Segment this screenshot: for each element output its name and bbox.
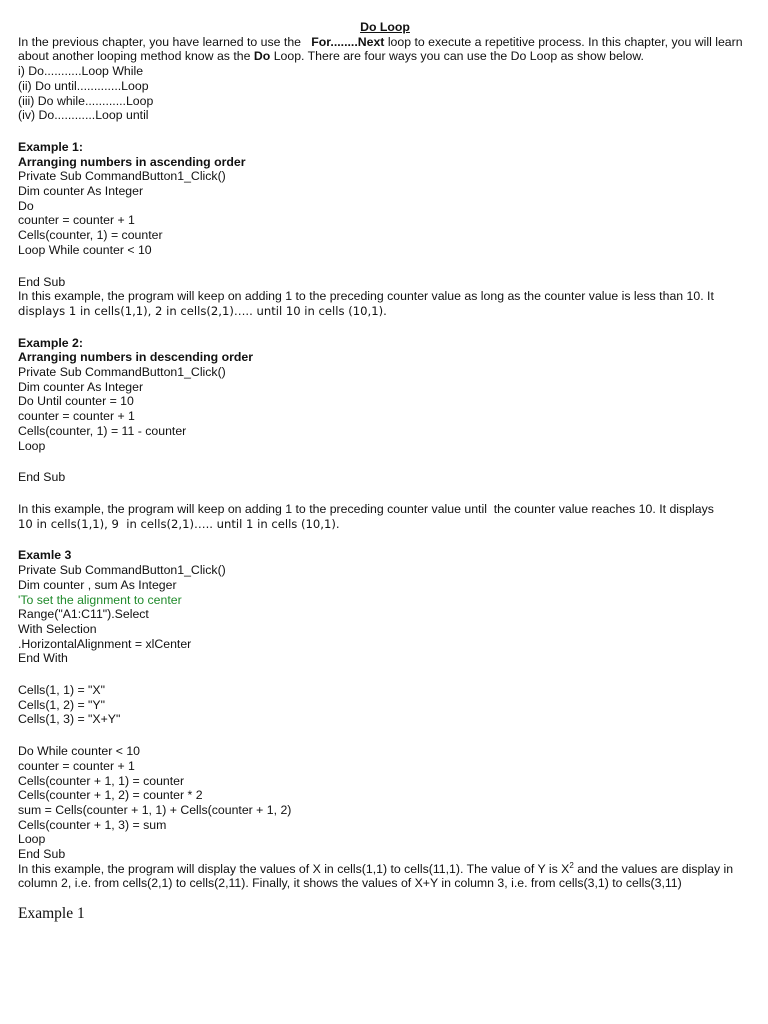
code-comment: 'To set the alignment to center — [18, 592, 182, 607]
list-item: i) Do...........Loop While — [18, 64, 144, 79]
example-1-explanation-2: displays 1 in cells(1,1), 2 in cells(2,1)….. until 10 in cells (10,1). — [18, 303, 387, 318]
code-line: Range("A1:C11").Select — [18, 607, 149, 622]
intro-paragraph — [18, 35, 752, 64]
code-line: End Sub — [18, 470, 66, 485]
list-item: (ii) Do until.............Loop — [18, 78, 149, 93]
example-2-heading: Arranging numbers in descending order — [18, 350, 254, 365]
intro-bold-for-next: For........Next — [311, 34, 385, 49]
code-line: Cells(counter, 1) = 11 - counter — [18, 423, 187, 438]
code-line: Cells(1, 1) = "X" — [18, 683, 105, 698]
code-line: End With — [18, 651, 68, 666]
code-line: End Sub — [18, 274, 66, 289]
code-line: Do While counter < 10 — [18, 744, 141, 759]
code-line: counter = counter + 1 — [18, 409, 135, 424]
code-line: counter = counter + 1 — [18, 213, 135, 228]
intro-bold-do: Do — [253, 49, 271, 64]
code-line: With Selection — [18, 621, 97, 636]
intro-text-2: loop to execute a repetitive process. In this chapter, you will learn about another looping method know as the — [18, 34, 743, 64]
example-2-section — [18, 336, 752, 532]
code-line: Private Sub CommandButton1_Click() — [18, 563, 226, 578]
intro-text-3: Loop. There are four ways you can use the Do Loop as show below. — [273, 49, 644, 64]
code-line: sum = Cells(counter + 1, 1) + Cells(counter + 1, 2) — [18, 802, 292, 817]
example-2-explanation-2: 10 in cells(1,1), 9 in cells(2,1)….. until 1 in cells (10,1). — [18, 516, 340, 531]
example-3-explanation-b: and the values are display in column 2, i.e. from cells(2,1) to cells(2,11). Finally, it shows the values of X+Y in column 3, i.e. from cells(3,1) to cells(3,11) — [18, 861, 734, 891]
code-line: Loop While counter < 10 — [18, 242, 152, 257]
example-2-explanation-1: In this example, the program will keep on adding 1 to the preceding counter value until the counter value reaches 10. It displays — [18, 501, 714, 516]
code-line: Cells(counter, 1) = counter — [18, 228, 163, 243]
example-1-label: Example 1: — [18, 139, 83, 154]
example-2-label: Example 2: — [18, 335, 83, 350]
code-line: Cells(1, 2) = "Y" — [18, 697, 105, 712]
code-line: Do — [18, 198, 34, 213]
code-line: Cells(counter + 1, 2) = counter * 2 — [18, 788, 203, 803]
code-line: .HorizontalAlignment = xlCenter — [18, 636, 192, 651]
example-3-section — [18, 548, 752, 891]
code-line: Dim counter As Integer — [18, 184, 144, 199]
footer-heading: Example 1 — [18, 905, 85, 923]
document-body — [18, 20, 752, 922]
code-line: Cells(counter + 1, 3) = sum — [18, 817, 167, 832]
loop-ways-list — [18, 64, 752, 123]
code-line: Cells(counter + 1, 1) = counter — [18, 773, 185, 788]
list-item: (iii) Do while............Loop — [18, 93, 154, 108]
code-line: Do Until counter = 10 — [18, 394, 134, 409]
code-line: Dim counter , sum As Integer — [18, 577, 177, 592]
example-1-section — [18, 140, 752, 319]
list-item: (iv) Do............Loop until — [18, 108, 149, 123]
code-line: Private Sub CommandButton1_Click() — [18, 365, 226, 380]
code-line: counter = counter + 1 — [18, 758, 135, 773]
intro-text-1: In the previous chapter, you have learned to use the — [18, 34, 302, 49]
code-line: End Sub — [18, 847, 66, 862]
code-line: Dim counter As Integer — [18, 379, 144, 394]
example-3-explanation — [18, 862, 752, 891]
code-line: Loop — [18, 438, 46, 453]
code-line: Loop — [18, 832, 46, 847]
superscript-2: 2 — [569, 860, 574, 870]
example-1-explanation-1: In this example, the program will keep on adding 1 to the preceding counter value as long as the counter value is less than 10. It — [18, 289, 714, 304]
example-1-heading: Arranging numbers in ascending order — [18, 154, 246, 169]
page-title: Do Loop — [360, 20, 410, 34]
example-3-label: Examle 3 — [18, 548, 72, 563]
code-line: Private Sub CommandButton1_Click() — [18, 169, 226, 184]
example-3-explanation-a: In this example, the program will display the values of X in cells(1,1) to cells(11,1). The value of Y is X — [18, 861, 570, 876]
code-line: Cells(1, 3) = "X+Y" — [18, 712, 121, 727]
